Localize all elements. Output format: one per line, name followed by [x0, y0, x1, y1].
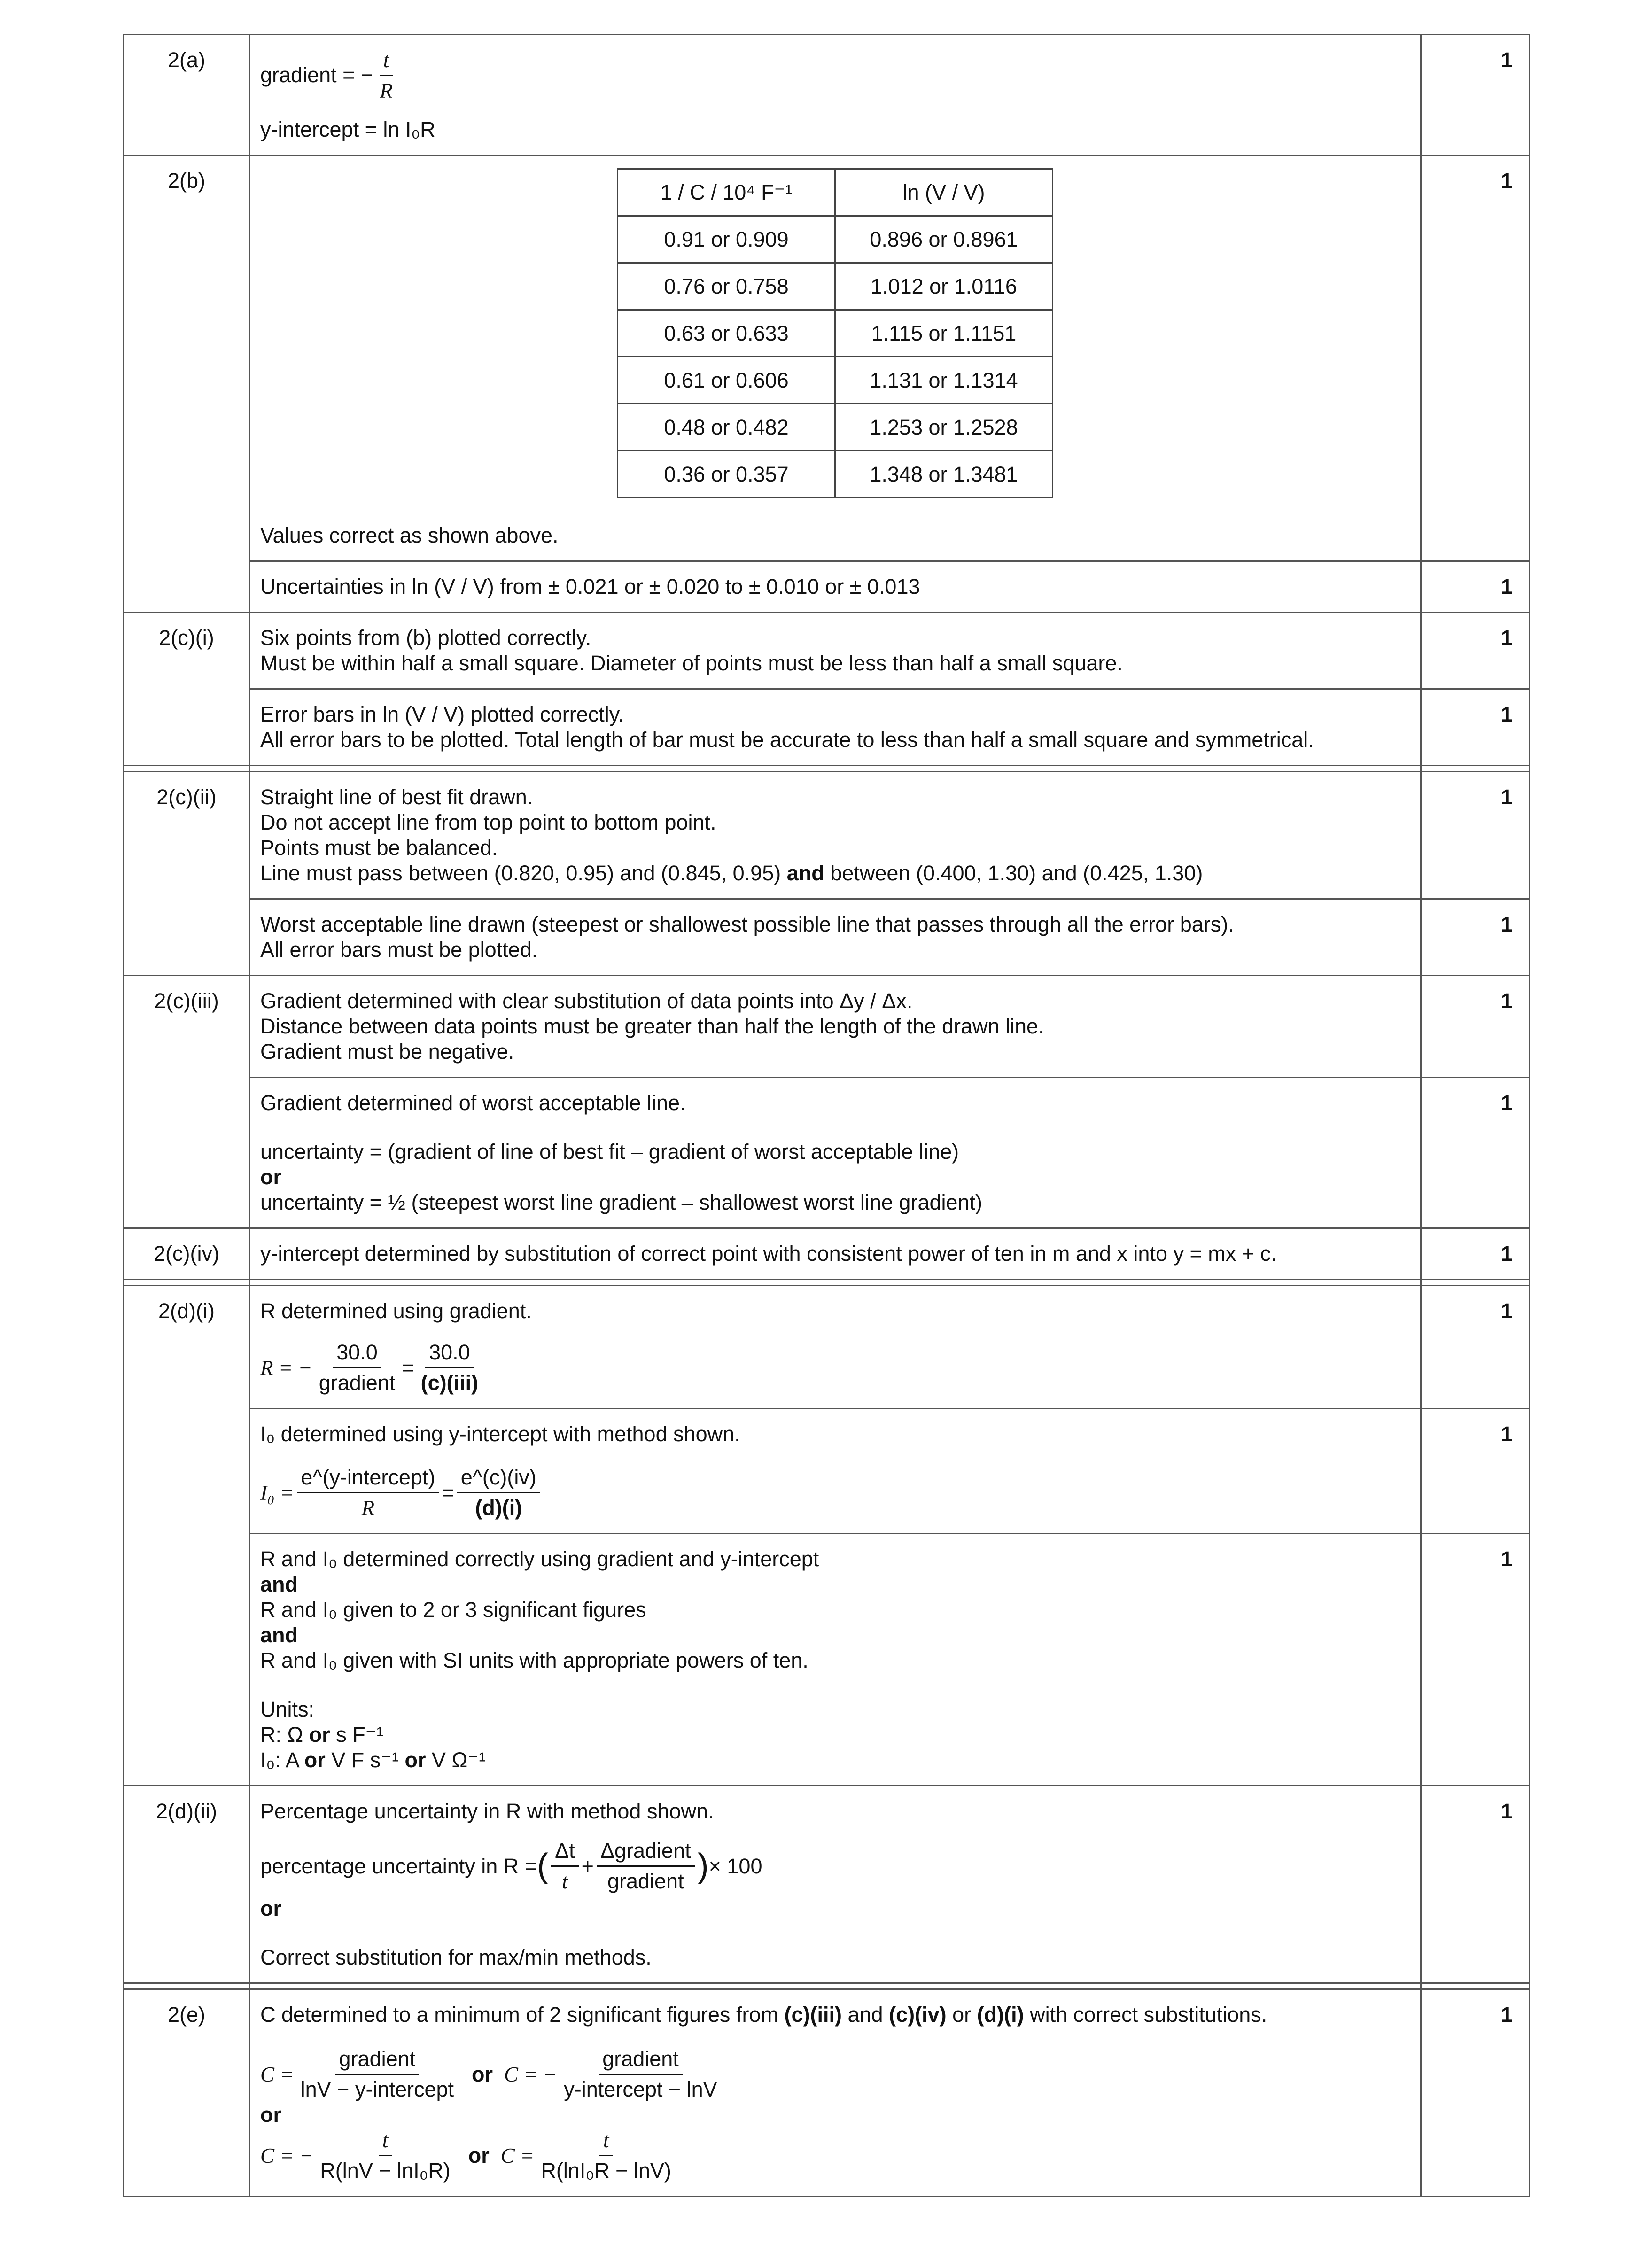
capacitance-formulas-2	[260, 2128, 1410, 2183]
row-2e	[124, 1989, 1530, 2197]
formula-lhs: C = −	[504, 2062, 558, 2086]
row-separator	[124, 766, 1530, 772]
mark: 1	[1421, 899, 1530, 976]
formula-lhs: C = −	[260, 2144, 314, 2167]
mark: 1	[1421, 155, 1530, 561]
fraction-denominator: t	[562, 1870, 568, 1893]
formula-fraction	[315, 1340, 399, 1396]
values-table-header	[618, 169, 1053, 216]
header-inverse-capacitance: 1 / C / 10⁴ F⁻¹	[618, 169, 835, 216]
mark: 1	[1421, 976, 1530, 1078]
formula-fraction	[551, 1838, 579, 1894]
answer-line: I₀ determined using y-intercept with method shown.	[260, 1422, 740, 1446]
mark: 1	[1421, 1534, 1530, 1786]
table-cell: 1.131 or 1.1314	[835, 357, 1053, 404]
resistance-formula: R = − $\frac{30.0}{\text{gradient}}$ = $\frac{30.0}{\text{(c)(iii)}}$	[260, 1340, 1410, 1396]
or-keyword: or	[404, 1748, 426, 1772]
formula-fraction	[537, 2128, 675, 2183]
table-cell: 0.48 or 0.482	[618, 404, 835, 451]
units-heading: Units:	[260, 1697, 315, 1721]
and-keyword: and	[786, 861, 824, 885]
answer-line: Straight line of best fit drawn.	[260, 785, 533, 809]
answer-line: R and I₀ determined correctly using gradient and y-intercept	[260, 1547, 819, 1571]
part-reference: (d)(i)	[977, 2003, 1024, 2027]
answer-line	[260, 861, 1410, 886]
question-number: 2(c)(iv)	[124, 1228, 249, 1280]
formula-fraction	[560, 2046, 721, 2102]
table-cell: 0.76 or 0.758	[618, 263, 835, 310]
table-cell: 0.91 or 0.909	[618, 216, 835, 263]
row-2a	[124, 35, 1530, 155]
fraction-denominator: R(lnI₀R − lnV)	[541, 2159, 671, 2183]
table-row	[618, 216, 1053, 263]
answer-line: Six points from (b) plotted correctly.	[260, 626, 591, 650]
current-formula: I₀ = $\frac{\text{e\textasciicircum{}(y-intercept)}}{R}$ = $\frac{e\^{}(c)(iv)}{(d)(i)}$	[260, 1465, 1410, 1521]
formula-fraction	[297, 2046, 458, 2102]
answer-cell	[249, 1989, 1421, 2197]
or-keyword: or	[260, 2103, 281, 2127]
formula-lhs: R = −	[260, 1356, 312, 1380]
answer-cell	[249, 899, 1421, 976]
question-number: 2(b)	[124, 155, 249, 613]
mark: 1	[1421, 1989, 1530, 2197]
answer-line: Must be within half a small square. Diameter of points must be less than half a small square.	[260, 651, 1123, 675]
part-reference: (c)(iii)	[784, 2003, 842, 2027]
part-reference: (c)(iv)	[889, 2003, 947, 2027]
resistance-units	[260, 1722, 1410, 1748]
mark: 1	[1421, 613, 1530, 689]
answer-line: All error bars must be plotted.	[260, 938, 538, 962]
table-cell: 1.348 or 1.3481	[835, 451, 1053, 498]
row-2dii	[124, 1786, 1530, 1983]
answer-line: Correct substitution for max/min methods.	[260, 1945, 652, 1969]
formula-lhs: C =	[260, 2062, 294, 2086]
answer-text: between (0.400, 1.30) and (0.425, 1.30)	[830, 861, 1203, 885]
fraction-numerator: gradient	[599, 2046, 683, 2075]
table-row	[618, 404, 1053, 451]
row-2ciii	[124, 976, 1530, 1078]
table-row	[618, 451, 1053, 498]
unit-text: V F s⁻¹	[331, 1748, 399, 1772]
answer-line: y-intercept determined by substitution of correct point with consistent power of ten in m and x into y = mx + c.	[249, 1228, 1421, 1280]
values-note: Values correct as shown above.	[260, 523, 559, 547]
answer-line: Do not accept line from top point to bottom point.	[260, 810, 716, 834]
row-2ci-error-bars	[124, 689, 1530, 766]
row-separator	[124, 1983, 1530, 1989]
mark-scheme-table	[123, 34, 1530, 2197]
fraction-denominator: y-intercept − lnV	[564, 2077, 717, 2101]
or-keyword: or	[468, 2143, 490, 2167]
fraction-numerator: Δt	[551, 1838, 579, 1867]
question-number: 2(c)(iii)	[124, 976, 249, 1228]
row-2di	[124, 1286, 1530, 1409]
fraction-denominator: R	[380, 78, 393, 102]
unit-text: R: Ω	[260, 1723, 303, 1747]
fraction-denominator: R	[361, 1496, 375, 1520]
question-number: 2(c)(i)	[124, 613, 249, 766]
answer-line: All error bars to be plotted. Total length of bar must be accurate to less than half a small square and symmetrical.	[260, 728, 1314, 752]
fraction-numerator: Δgradient	[597, 1838, 695, 1867]
fraction-numerator: 30.0	[333, 1340, 381, 1368]
current-units	[260, 1748, 1410, 1773]
answer-line: Points must be balanced.	[260, 836, 498, 860]
mark-scheme-sheet	[123, 34, 1530, 2197]
formula-fraction	[417, 1340, 482, 1396]
or-keyword: or	[260, 1896, 281, 1920]
answer-cell	[249, 976, 1421, 1078]
percentage-uncertainty-formula: percentage uncertainty in R = ( $\frac{\Delta t}{t}$ + $\frac{\text{Δgradient}}{\text{gradient}}$ ) × 100	[260, 1839, 762, 1893]
table-cell: 0.63 or 0.633	[618, 310, 835, 357]
row-2ci	[124, 613, 1530, 689]
answer-cell	[249, 613, 1421, 689]
answer-line: Percentage uncertainty in R with method shown.	[260, 1799, 714, 1823]
answer-cell	[249, 772, 1421, 899]
row-separator	[124, 1280, 1530, 1286]
answer-text: or	[952, 2003, 972, 2027]
mark: 1	[1421, 1286, 1530, 1409]
fraction-numerator: t	[599, 2128, 613, 2156]
answer-line	[260, 2002, 1410, 2027]
mark: 1	[1421, 1786, 1530, 1983]
answer-line: R and I₀ given with SI units with appropriate powers of ten.	[260, 1648, 808, 1672]
question-number: 2(c)(ii)	[124, 772, 249, 976]
fraction-numerator: 30.0	[425, 1340, 474, 1368]
answer-line: R and I₀ given to 2 or 3 significant figures	[260, 1598, 646, 1622]
table-row	[618, 263, 1053, 310]
formula-lhs: I₀ =	[260, 1481, 295, 1505]
answer-cell	[249, 1078, 1421, 1228]
table-row	[618, 310, 1053, 357]
mark: 1	[1421, 561, 1530, 613]
row-2b-uncertainty	[124, 561, 1530, 613]
fraction-denominator: gradient	[319, 1371, 396, 1395]
unit-text: I₀: A	[260, 1748, 299, 1772]
fraction-denominator: lnV − y-intercept	[300, 2077, 454, 2101]
formula-fraction	[457, 1465, 540, 1521]
values-table	[617, 168, 1053, 498]
row-2ciii-uncertainty	[124, 1078, 1530, 1228]
answer-cell	[249, 35, 1421, 155]
mark: 1	[1421, 689, 1530, 766]
fraction-denominator: gradient	[607, 1869, 684, 1893]
table-row	[618, 357, 1053, 404]
answer-cell	[249, 155, 1421, 561]
gradient-label: gradient =	[260, 63, 355, 87]
formula-fraction	[316, 2128, 454, 2183]
answer-line: uncertainty = (gradient of line of best fit – gradient of worst acceptable line)	[260, 1140, 959, 1164]
table-cell: 0.61 or 0.606	[618, 357, 835, 404]
answer-cell	[249, 1534, 1421, 1786]
table-cell: 0.36 or 0.357	[618, 451, 835, 498]
or-keyword: or	[260, 1165, 281, 1189]
or-keyword: or	[309, 1723, 330, 1747]
answer-line: Gradient determined of worst acceptable line.	[260, 1091, 686, 1115]
formula-fraction	[597, 1838, 695, 1894]
formula-tail: × 100	[708, 1854, 762, 1878]
question-number: 2(d)(i)	[124, 1286, 249, 1786]
answer-text: C determined to a minimum of 2 significant figures from	[260, 2003, 778, 2027]
mark: 1	[1421, 1228, 1530, 1280]
answer-line: Error bars in ln (V / V) plotted correctly.	[260, 702, 624, 726]
formula-lhs: percentage uncertainty in R =	[260, 1854, 537, 1878]
table-cell: 1.115 or 1.1151	[835, 310, 1053, 357]
y-intercept-text: y-intercept = ln I₀R	[260, 117, 435, 141]
answer-line: Gradient must be negative.	[260, 1040, 514, 1064]
or-keyword: or	[472, 2062, 493, 2086]
question-number: 2(d)(ii)	[124, 1786, 249, 1983]
answer-cell	[249, 689, 1421, 766]
mark: 1	[1421, 772, 1530, 899]
answer-cell	[249, 1409, 1421, 1534]
row-2di-units	[124, 1534, 1530, 1786]
unit-text: V Ω⁻¹	[432, 1748, 486, 1772]
formula-fraction	[297, 1465, 439, 1521]
unit-text: s F⁻¹	[336, 1723, 384, 1747]
question-number: 2(a)	[124, 35, 249, 155]
and-keyword: and	[260, 1572, 298, 1596]
table-cell: 1.253 or 1.2528	[835, 404, 1053, 451]
table-cell: 0.896 or 0.8961	[835, 216, 1053, 263]
table-cell: 1.012 or 1.0116	[835, 263, 1053, 310]
fraction-numerator: e^(c)(iv)	[457, 1465, 540, 1493]
answer-line: Worst acceptable line drawn (steepest or shallowest possible line that passes through all the error bars).	[260, 912, 1234, 936]
uncertainty-text: Uncertainties in ln (V / V) from ± 0.021 or ± 0.020 to ± 0.010 or ± 0.013	[249, 561, 1421, 613]
or-keyword: or	[304, 1748, 326, 1772]
fraction-denominator: R(lnV − lnI₀R)	[320, 2159, 451, 2183]
fraction-denominator: (d)(i)	[475, 1496, 522, 1520]
and-keyword: and	[260, 1623, 298, 1647]
row-2di-current	[124, 1409, 1530, 1534]
fraction-numerator: t	[380, 47, 393, 76]
header-ln-voltage: ln (V / V)	[835, 169, 1053, 216]
fraction-numerator: gradient	[335, 2046, 420, 2075]
answer-line: uncertainty = ½ (steepest worst line gradient – shallowest worst line gradient)	[260, 1190, 983, 1214]
answer-cell	[249, 1786, 1421, 1983]
answer-line: Distance between data points must be greater than half the length of the drawn line.	[260, 1014, 1044, 1038]
row-2civ	[124, 1228, 1530, 1280]
gradient-fraction	[376, 47, 396, 103]
mark: 1	[1421, 1409, 1530, 1534]
question-number: 2(e)	[124, 1989, 249, 2197]
mark: 1	[1421, 1078, 1530, 1228]
formula-lhs: C =	[500, 2144, 535, 2167]
fraction-numerator: t	[379, 2128, 392, 2156]
row-2b	[124, 155, 1530, 561]
answer-text: Line must pass between (0.820, 0.95) and (0.845, 0.95)	[260, 861, 781, 885]
mark: 1	[1421, 35, 1530, 155]
fraction-numerator: e^(y-intercept)	[297, 1465, 439, 1493]
answer-line: R determined using gradient.	[260, 1299, 532, 1323]
answer-line: Gradient determined with clear substitution of data points into Δy / Δx.	[260, 989, 913, 1013]
row-2cii-worst-line	[124, 899, 1530, 976]
row-2cii	[124, 772, 1530, 899]
fraction-denominator: (c)(iii)	[420, 1371, 479, 1395]
answer-cell	[249, 1286, 1421, 1409]
answer-text: with correct substitutions.	[1030, 2003, 1267, 2027]
answer-text: and	[847, 2003, 883, 2027]
gradient-formula: gradient = − $\frac{t}{R}$	[260, 47, 1410, 103]
capacitance-formulas-1	[260, 2046, 1410, 2102]
